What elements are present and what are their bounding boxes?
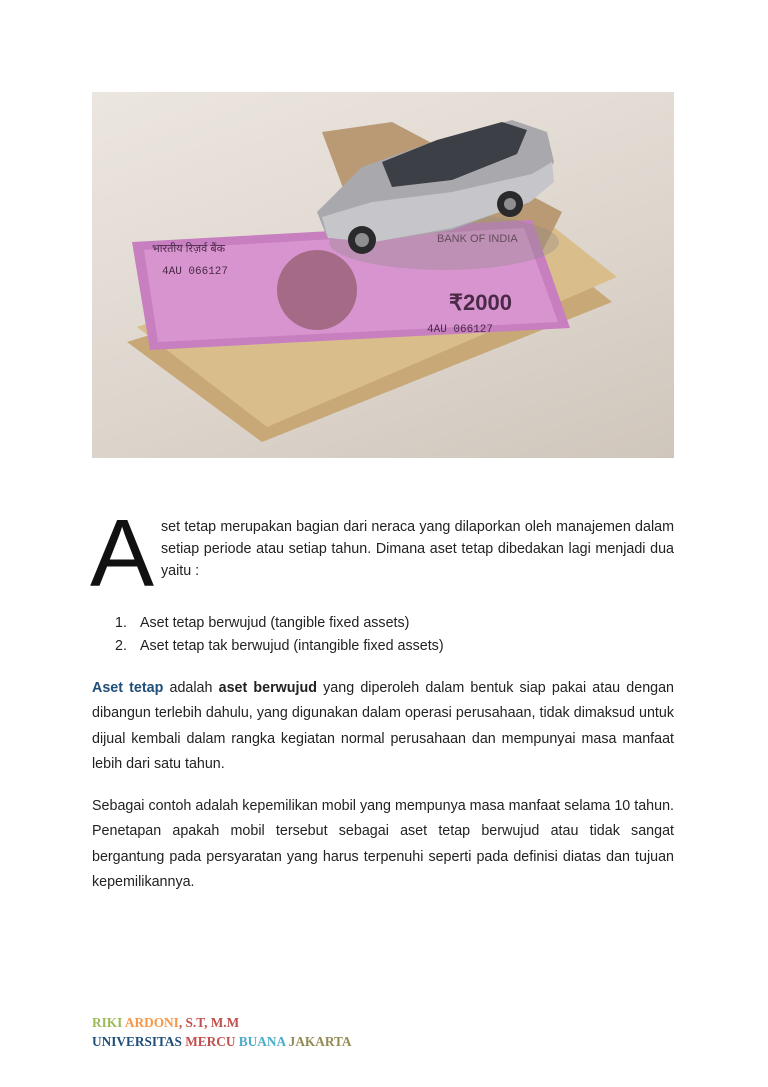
author-first-name: RIKI: [92, 1015, 125, 1030]
bank-name-hindi: भारतीय रिज़र्व बैंक: [152, 243, 226, 255]
list-item: [115, 635, 444, 658]
paragraph-text: yang diperoleh dalam bentuk siap pakai atau dengan dibangun terlebih dahulu, yang digunakan dalam operasi perusahaan, tidak dimaksud untuk dijual kembali dalam rangka kegiatan normal perusahaan dan mempunyai masa manfaat lebih dari satu tahun.: [92, 680, 674, 773]
list-item: [115, 612, 444, 635]
serial-top: 4AU 066127: [162, 266, 229, 278]
car-on-banknotes-image: [92, 92, 674, 458]
author-degree: , S.T, M.M: [178, 1015, 240, 1030]
author-line: [92, 1013, 352, 1032]
university-word-2: MERCU: [185, 1034, 239, 1049]
intro-paragraph: set tetap merupakan bagian dari neraca yang dilaporkan oleh manajemen dalam setiap periode atau setiap tahun. Dimana aset tetap dibedakan lagi menjadi dua yaitu :: [161, 519, 674, 579]
paragraph-text: adalah: [163, 680, 219, 696]
university-word-3: BUANA: [238, 1034, 289, 1049]
note-value: ₹2000: [449, 290, 512, 315]
term-aset-tetap: Aset tetap: [92, 680, 164, 696]
university-word-1: UNIVERSITAS: [92, 1034, 186, 1049]
term-aset-berwujud: aset berwujud: [218, 680, 317, 696]
footer: [92, 1013, 352, 1051]
example-paragraph: Sebagai contoh adalah kepemilikan mobil yang mempunya masa manfaat selama 10 tahun. Penetapan apakah mobil tersebut sebagai aset tetap berwujud atau tidak sangat bergantung pada persyaratan yang harus terpenuhi seperti pada definisi diatas dan tujuan kepemilikannya.: [92, 798, 674, 891]
list-item-number: 2.: [115, 637, 127, 654]
university-line: [92, 1032, 352, 1051]
author-last-name: ARDONI: [124, 1015, 179, 1030]
bank-name-english: BANK OF INDIA: [437, 233, 518, 245]
list-item-number: 1.: [115, 615, 127, 631]
serial-bottom: 4AU 066127: [427, 324, 494, 336]
definition-paragraph: [92, 676, 674, 778]
list-item-text: Aset tetap berwujud (tangible fixed assets): [140, 615, 410, 631]
list-item-text: Aset tetap tak berwujud (intangible fixed assets): [140, 637, 444, 654]
portrait-watermark: [277, 250, 357, 330]
photo-illustration: [92, 92, 674, 458]
asset-type-list: [115, 612, 444, 657]
university-word-4: JAKARTA: [288, 1034, 352, 1049]
drop-cap-letter: A: [90, 500, 155, 607]
